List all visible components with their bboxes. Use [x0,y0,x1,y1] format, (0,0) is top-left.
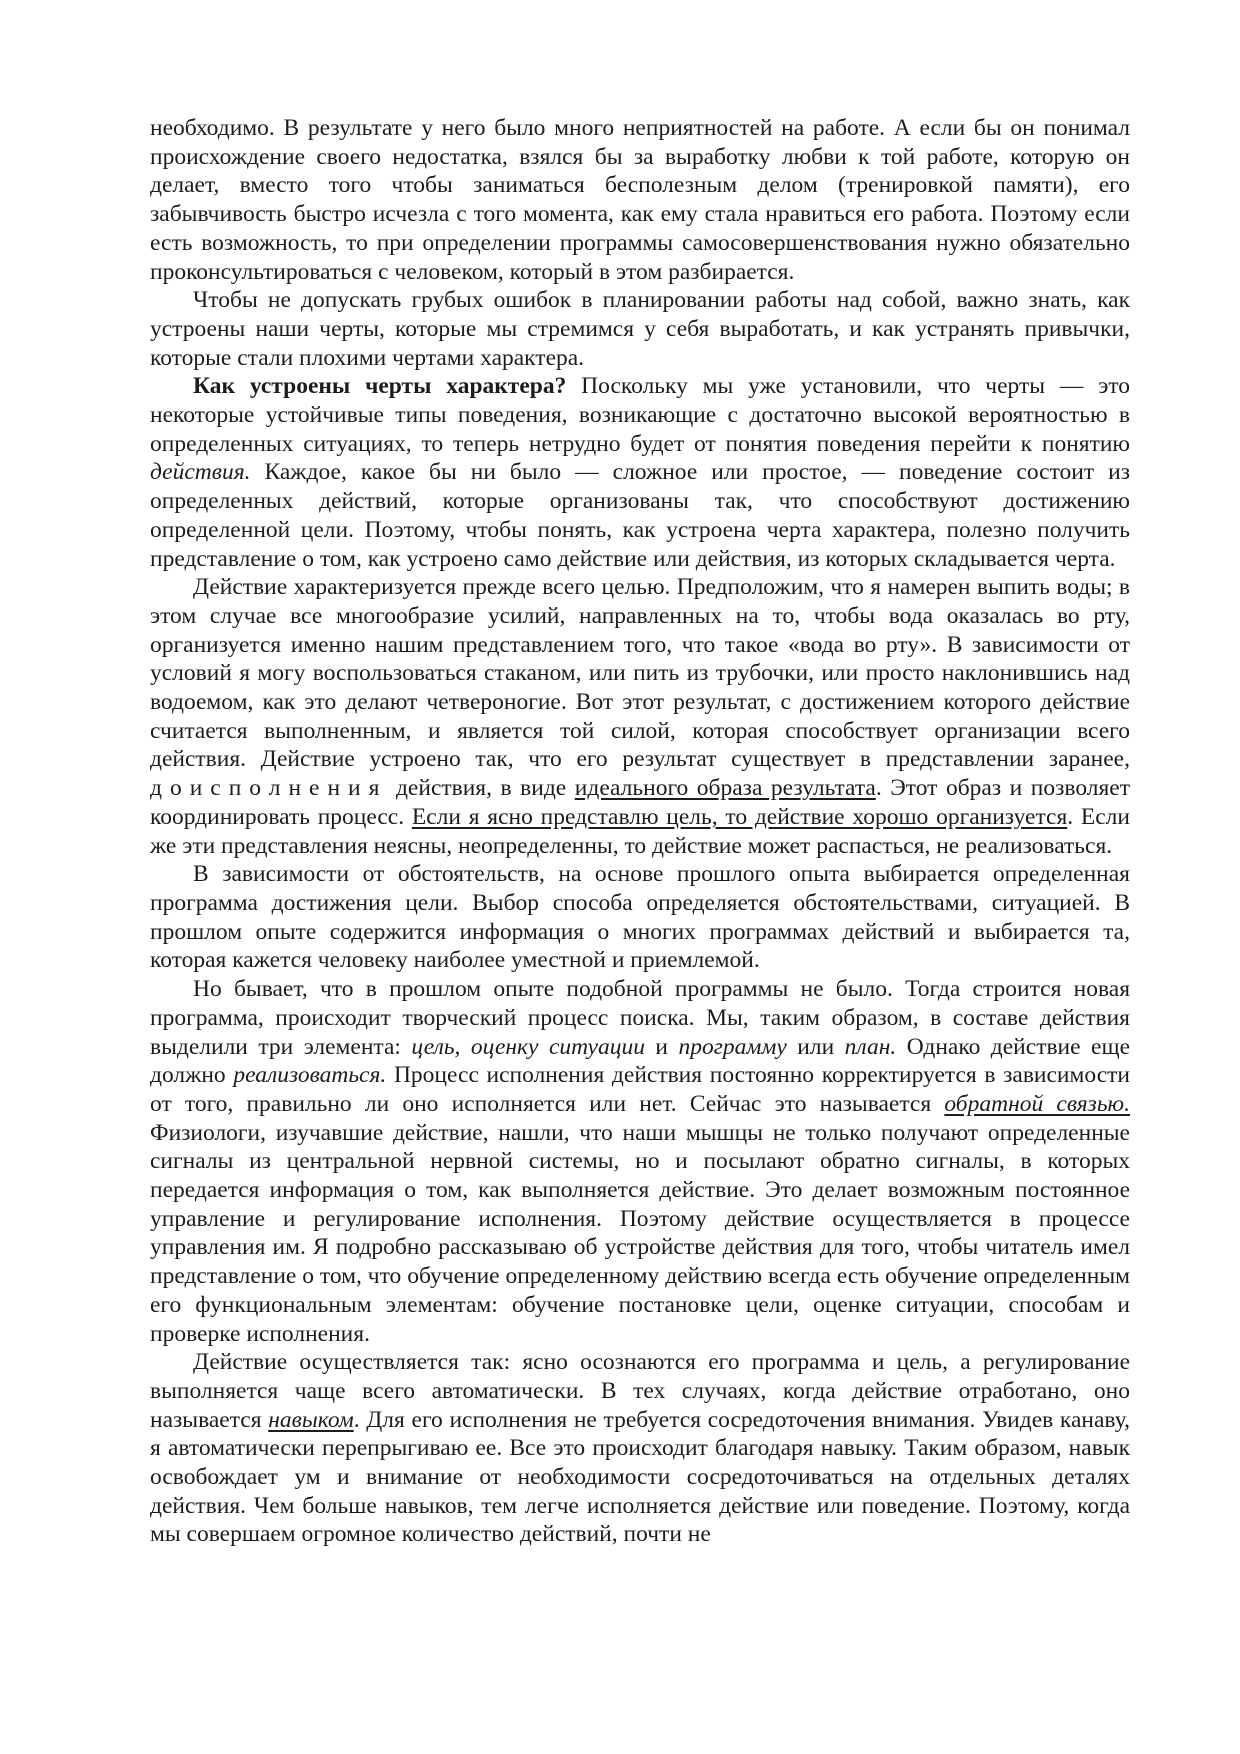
paragraph-7 [150,1348,1130,1549]
paragraph-7-text-b: . Для его исполнения не требуется сосредоточения внимания. Увидев канаву, я автоматически перепрыгиваю ее. Все это происходит благодаря навыку. Таким образом, навык освобождает ум и внимание от необходимости сосредоточиваться на отдельных деталях действия. Чем больше навыков, тем легче исполняется действие или поведение. Поэтому, когда мы совершаем огромное количество действий, почти не [150,1406,1130,1548]
paragraph-6-text-a: Но бывает, что в прошлом опыте подобной программы не было. Тогда строится новая программа, происходит творческий процесс поиска. Мы, таким образом, в составе действия выделили три элемента: [150,976,1130,1060]
paragraph-4-text-b: действия, в виде [387,775,575,802]
paragraph-6-text-b: и [644,1033,679,1060]
term-realize: реализоваться. [233,1062,387,1089]
section-heading: Как устроены черты характера? [193,373,567,400]
paragraph-5-text: В зависимости от обстоятельств, на основе прошлого опыта выбирается определенная программа достижения цели. Выбор способа определяется обстоятельствами, ситуацией. В прошлом опыте содержится информация о многих программах действий и выбирается та, которая кажется человеку наиболее уместной и приемлемой. [150,861,1130,974]
paragraph-5 [150,860,1130,975]
paragraph-7-text-a: Действие осуществляется так: ясно осознаются его программа и цель, а регулирование выполняется чаще всего автоматически. В тех случаях, когда действие отработано, оно называется [150,1349,1130,1433]
term-goal-situation: цель, оценку ситуации [411,1033,645,1060]
paragraph-3 [150,372,1130,573]
paragraph-6 [150,975,1130,1348]
paragraph-6-text-d: Однако действие еще должно [150,1033,1130,1089]
paragraph-6-text-c: или [786,1033,845,1060]
term-skill-underline: навыком [268,1406,354,1433]
paragraph-4 [150,573,1130,860]
paragraph-3-text-a: Поскольку мы уже установили, что черты — это некоторые устойчивые типы поведения, возникающие с достаточно высокой вероятностью в определенных ситуациях, то теперь нетрудно будет от понятия поведения перейти к понятию [150,373,1131,457]
paragraph-6-text-e: Процесс исполнения действия постоянно корректируется в зависимости от того, правильно ли оно исполняется или нет. Сейчас это называется [150,1062,1130,1117]
term-feedback-underline: обратной связью. [944,1090,1130,1117]
paragraph-6-text-f: Физиологи, изучавшие действие, нашли, что наши мышцы не только получают определенные сигналы из центральной нервной системы, но и посылают обратно сигналы, в которых передается информация о том, как выполняется действие. Это делает возможным постоянное управление и регулирование исполнения. Поэтому действие осуществляется в процессе управления им. Я подробно рассказываю об устройстве действия для того, чтобы читатель имел представление о том, что обучение определенному действию всегда есть обучение определенным его функциональным элементам: обучение постановке цели, оценке ситуации, способам и проверке исполнения. [150,1119,1130,1347]
body-text [150,114,1130,1549]
paragraph-2 [150,286,1130,372]
paragraph-1-text: необходимо. В результате у него было много неприятностей на работе. А если бы он понимал происхождение своего недостатка, взялся бы за выработку любви к той работе, которую он делает, вместо того чтобы заниматься бесполезным делом (тренировкой памяти), его забывчивость быстро исчезла с того момента, как ему стала нравиться его работа. Поэтому если есть возможность, то при определении программы самосовершенствования нужно обязательно проконсультироваться с человеком, который в этом разбирается. [150,115,1130,285]
underlined-phrase-ideal-image: идеального образа результата [574,775,876,802]
paragraph-4-text-d: . Если же эти представления неясны, неопределенны, то действие может распасться, не реализоваться. [150,803,1130,859]
term-feedback [944,1091,1130,1117]
term-skill [268,1407,353,1433]
term-plan: план. [844,1033,897,1060]
paragraph-4-text-a: Действие характеризуется прежде всего целью. Предположим, что я намерен выпить воды; в этом случае все многообразие усилий, направленных на то, чтобы вода оказалась во рту, организуется именно нашим представлением того, что такое «вода во рту». В зависимости от условий я могу воспользоваться стаканом, или пить из трубочки, или просто наклонившись над водоемом, как это делают четвероногие. Вот этот результат, с достижением которого действие считается выполненным, и является той силой, которая способствует организации всего действия. Действие устроено так, что его результат существует в представлении заранее, [150,574,1130,773]
underlined-phrase-clear-goal: Если я ясно представлю цель, то действие хорошо организуется [411,803,1068,830]
paragraph-3-text-b: Каждое, какое бы ни было — сложное или простое, — поведение состоит из определенных действий, которые организованы так, что способствуют достижению определенной цели. Поэтому, чтобы понять, как устроена черта характера, полезно получить представление о том, как устроено само действие или действия, из которых складывается черта. [150,459,1130,572]
paragraph-2-text: Чтобы не допускать грубых ошибок в планировании работы над собой, важно знать, как устроены наши черты, которые мы стремимся у себя выработать, и как устранять привычки, которые стали плохими чертами характера. [150,287,1130,371]
paragraph-4-text-c: . Этот образ и позволяет координировать процесс. [150,775,1130,830]
term-program: программу [678,1033,787,1060]
term-deistviya: действия. [150,459,251,486]
spaced-word: доисполнения [150,775,388,802]
paragraph-1 [150,114,1130,286]
